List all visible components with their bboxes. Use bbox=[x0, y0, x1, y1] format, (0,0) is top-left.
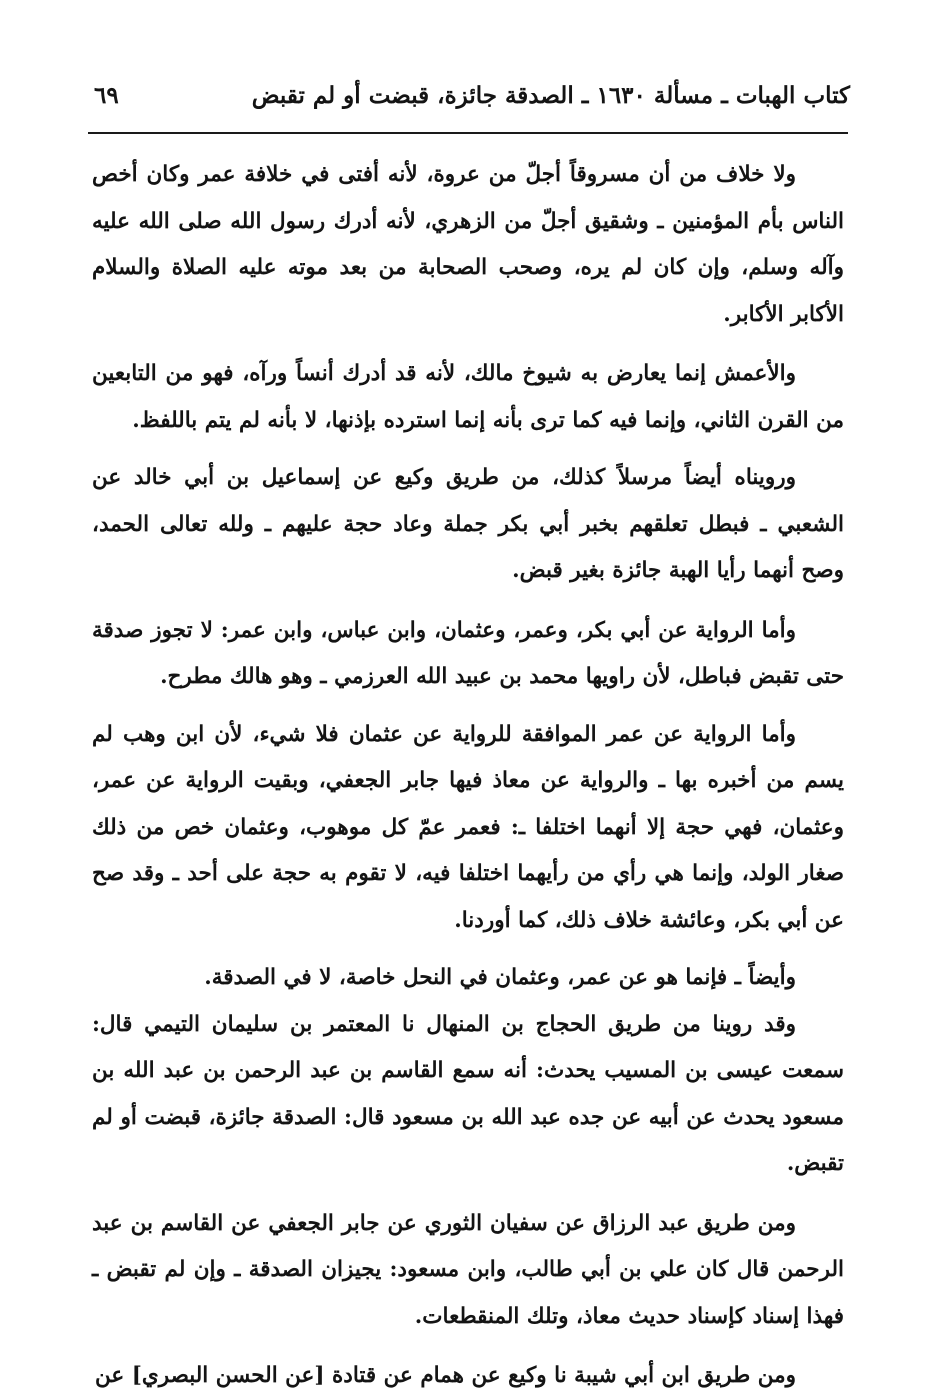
paragraph-6: وأيضاً ـ فإنما هو عن عمر، وعثمان في النحل خاصة، لا في الصدقة. bbox=[204, 965, 796, 990]
paragraph-9: ومن طريق ابن أبي شيبة نا وكيع عن همام عن قتادة [عن الحسن البصري] عن bbox=[95, 1363, 796, 1388]
paragraph-3: ورويناه أيضاً مرسلاً كذلك، من طريق وكيع عن إسماعيل بن أبي خالد عن الشعبي ـ فبطل تعلقهم بخبر أبي بكر جملة وعاد حجة عليهم ـ ولله تعالى الحمد، وصح أنهما رأيا الهبة جائزة بغير قبض. bbox=[92, 465, 844, 583]
paragraph-1: ولا خلاف من أن مسروقاً أجلّ من عروة، لأنه أفتى في خلافة عمر وكان أخص الناس بأم المؤمنين ـ وشقيق أجلّ من الزهري، لأنه أدرك رسول الله صلى الله عليه وآله وسلم، وإن كان لم يره، وصحب الصحابة من بعد موته عليه الصلاة والسلام الأكابر الأكابر. bbox=[92, 162, 844, 327]
paragraph-4: وأما الرواية عن أبي بكر، وعمر، وعثمان، وابن عباس، وابن عمر: لا تجوز صدقة حتى تقبض فباطل، لأن راويها محمد بن عبيد الله العرزمي ـ وهو هالك مطرح. bbox=[92, 617, 844, 689]
header-rule bbox=[88, 132, 848, 134]
paragraph-7: وقد روينا من طريق الحجاج بن المنهال نا المعتمر بن سليمان التيمي قال: سمعت عيسى بن المسيب يحدث: أنه سمع القاسم بن عبد الرحمن بن عبد الله بن مسعود يحدث عن أبيه عن جده عبد الله بن مسعود قال: الصدقة جائزة، قبضت أو لم تقبض. bbox=[92, 1011, 844, 1176]
page-number: ٦٩ bbox=[94, 82, 119, 109]
paragraph-8: ومن طريق عبد الرزاق عن سفيان الثوري عن جابر الجعفي عن القاسم بن عبد الرحمن قال كان علي بن أبي طالب، وابن مسعود: يجيزان الصدقة ـ وإن لم تقبض ـ فهذا إسناد كإسناد حديث معاذ، وتلك المنقطعات. bbox=[92, 1210, 844, 1329]
main-text bbox=[92, 152, 844, 1388]
paragraph-2: والأعمش إنما يعارض به شيوخ مالك، لأنه قد أدرك أنساً ورآه، فهو من التابعين من القرن الثاني، وإنما فيه كما ترى بأنه إنما استرده بإذنها، لا بأنه لم يتم باللفظ. bbox=[92, 361, 844, 433]
running-header-title: كتاب الهبات ـ مسألة ١٦٣٠ ـ الصدقة جائزة، قبضت أو لم تقبض bbox=[251, 82, 850, 109]
paragraph-5: وأما الرواية عن عمر الموافقة للرواية عن عثمان فلا شيء، لأن ابن وهب لم يسم من أخبره بها ـ والرواية عن معاذ فيها جابر الجعفي، وبقيت الرواية عن عمر، وعثمان، فهي حجة إلا أنهما اختلفا ـ: فعمر عمّ كل موهوب، وعثمان خص من ذلك صغار الولد، وإنما هي رأي من رأيهما اختلفا فيه، لا تقوم به حجة على أحد ـ وقد صح عن أبي بكر، وعائشة خلاف ذلك، كما أوردنا. bbox=[92, 721, 844, 933]
running-header bbox=[88, 78, 850, 118]
